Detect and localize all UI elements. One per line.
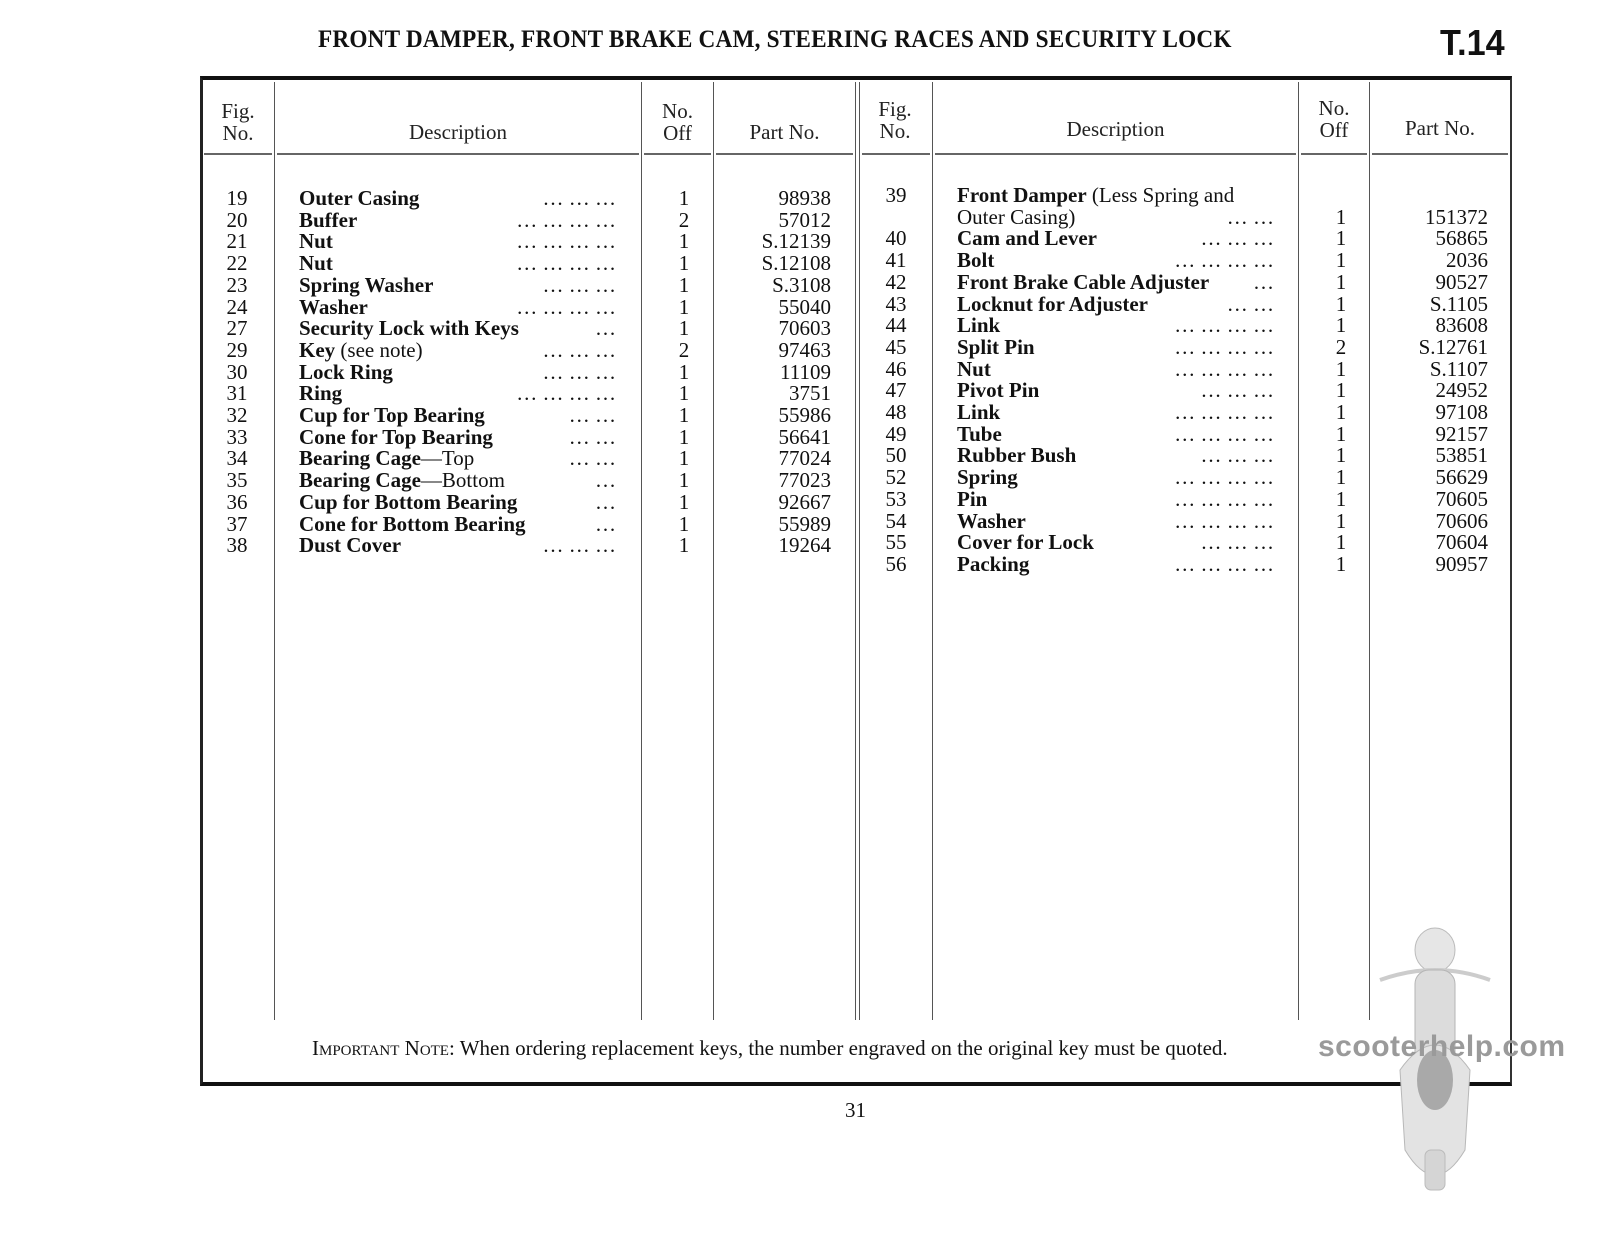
part-number: 70606 xyxy=(1435,508,1488,533)
header-rule xyxy=(716,153,853,155)
part-description xyxy=(299,209,357,231)
header-rule xyxy=(644,153,711,155)
fig-number: 55 xyxy=(885,530,907,555)
quantity: 1 xyxy=(678,316,690,341)
part-number: 56629 xyxy=(1435,465,1488,490)
quantity: 1 xyxy=(678,359,690,384)
header-text: No. xyxy=(222,121,254,145)
leader-dots: … … xyxy=(1226,291,1274,316)
part-description xyxy=(299,296,368,318)
quantity: 1 xyxy=(1335,248,1347,273)
part-name: Front Brake Cable Adjuster xyxy=(957,269,1210,294)
leader-dots: … … … … xyxy=(1174,421,1274,446)
header-text: Fig. xyxy=(878,97,912,121)
quantity: 1 xyxy=(1335,400,1347,424)
part-name: Ring xyxy=(299,381,343,406)
column-divider xyxy=(932,82,933,1020)
fig-number: 29 xyxy=(226,337,248,362)
part-number: S.12761 xyxy=(1418,334,1488,359)
part-name: Buffer xyxy=(299,207,358,232)
quantity: 1 xyxy=(678,272,690,297)
part-description xyxy=(299,230,333,252)
header-rule xyxy=(1372,153,1508,155)
part-description xyxy=(957,423,1002,445)
leader-dots: … … … xyxy=(542,186,616,210)
part-description xyxy=(299,404,485,426)
fig-number: 40 xyxy=(885,226,907,251)
part-name: Nut xyxy=(299,229,333,254)
part-name: Nut xyxy=(957,356,991,381)
header-rule xyxy=(862,153,930,155)
part-name: Cup for Bottom Bearing xyxy=(299,489,518,514)
fig-number: 35 xyxy=(226,468,248,493)
part-number: 55986 xyxy=(778,403,831,427)
quantity: 1 xyxy=(1335,465,1347,490)
quantity: 1 xyxy=(678,381,690,406)
part-name: Key xyxy=(299,337,336,362)
fig-number: 39 xyxy=(885,183,907,207)
part-number: 24952 xyxy=(1435,378,1488,403)
note-label: Important Note xyxy=(312,1036,449,1060)
part-description xyxy=(957,358,991,380)
leader-dots: … … … … xyxy=(1174,465,1274,490)
quantity: 1 xyxy=(678,533,690,558)
column-divider xyxy=(855,82,856,1020)
leader-dots: … … … … xyxy=(516,207,616,232)
part-number: 57012 xyxy=(778,207,831,232)
fig-number: 19 xyxy=(226,186,248,210)
important-note xyxy=(312,1036,1228,1061)
note-text: : When ordering replacement keys, the number engraved on the original key must be quoted. xyxy=(448,1036,1228,1060)
header-fig-no xyxy=(207,100,269,144)
part-qualifier: —Top xyxy=(420,446,475,471)
leader-dots: … xyxy=(595,468,616,493)
part-number: 56865 xyxy=(1435,226,1488,251)
quantity: 1 xyxy=(678,251,690,276)
leader-dots: … … … xyxy=(542,533,616,558)
part-number: 55989 xyxy=(778,511,831,536)
part-number: 56641 xyxy=(778,424,831,449)
fig-number: 48 xyxy=(885,400,907,424)
part-number: 3751 xyxy=(789,381,831,406)
header-text: No. xyxy=(879,119,911,143)
part-name: Bearing Cage xyxy=(299,468,421,493)
leader-dots: … xyxy=(595,489,616,514)
part-description xyxy=(299,534,401,556)
part-description xyxy=(299,491,517,513)
quantity: 1 xyxy=(678,489,690,514)
part-description xyxy=(299,469,505,491)
leader-dots: … … … … xyxy=(1174,508,1274,533)
header-no-off xyxy=(644,100,711,144)
header-rule xyxy=(277,153,639,155)
part-name: Security Lock with Keys xyxy=(299,316,519,341)
part-description xyxy=(299,274,433,296)
part-name: Bolt xyxy=(957,248,995,273)
quantity: 1 xyxy=(1335,204,1347,229)
leader-dots: … … … … xyxy=(1174,551,1274,576)
part-description xyxy=(299,426,493,448)
header-text: Off xyxy=(663,121,692,145)
part-description xyxy=(299,339,423,361)
leader-dots: … … … … xyxy=(1174,334,1274,359)
fig-number: 49 xyxy=(885,421,907,446)
part-number: 97108 xyxy=(1435,400,1488,424)
part-description xyxy=(299,382,342,404)
fig-number: 41 xyxy=(885,248,907,273)
part-name: Cover for Lock xyxy=(957,530,1094,555)
part-number: S.1107 xyxy=(1429,356,1488,381)
part-number: 92157 xyxy=(1435,421,1488,446)
fig-number: 56 xyxy=(885,551,907,576)
quantity: 1 xyxy=(678,229,690,254)
quantity: 1 xyxy=(1335,226,1347,251)
fig-number: 42 xyxy=(885,269,907,294)
fig-number: 44 xyxy=(885,313,907,338)
part-number: 90527 xyxy=(1435,269,1488,294)
part-qualifier: (Less Spring and xyxy=(1086,183,1235,207)
quantity: 1 xyxy=(1335,356,1347,381)
header-rule xyxy=(204,153,272,155)
column-divider xyxy=(274,82,275,1020)
fig-number: 24 xyxy=(226,294,248,319)
part-description xyxy=(299,317,519,339)
quantity: 1 xyxy=(1335,291,1347,316)
quantity: 1 xyxy=(678,511,690,536)
part-number: 151372 xyxy=(1425,204,1488,229)
part-name: Washer xyxy=(299,294,368,319)
part-number: S.12108 xyxy=(761,251,831,276)
part-description xyxy=(299,252,333,274)
part-name: Lock Ring xyxy=(299,359,393,384)
part-description xyxy=(299,361,393,383)
leader-dots: … … … xyxy=(1200,378,1274,403)
part-description xyxy=(957,379,1039,401)
part-name: Nut xyxy=(299,251,333,276)
part-description xyxy=(957,249,994,271)
part-number: 70604 xyxy=(1435,530,1488,555)
part-name: Packing xyxy=(957,551,1030,576)
part-number: 70605 xyxy=(1435,486,1488,511)
leader-dots: … … … … xyxy=(516,251,616,276)
part-number: S.1105 xyxy=(1429,291,1488,316)
fig-number: 54 xyxy=(885,508,907,533)
part-number: 98938 xyxy=(778,186,831,210)
column-divider xyxy=(641,82,642,1020)
part-name: Split Pin xyxy=(957,334,1035,359)
part-description xyxy=(957,271,1209,293)
header-text: No. xyxy=(662,99,693,123)
leader-dots: … … … … xyxy=(1174,313,1274,338)
quantity: 1 xyxy=(1335,443,1347,468)
part-number: 19264 xyxy=(778,533,831,558)
fig-number: 33 xyxy=(226,424,248,449)
quantity: 1 xyxy=(678,468,690,493)
part-name: Spring xyxy=(957,465,1018,490)
part-number: 53851 xyxy=(1435,443,1488,468)
header-text: Fig. xyxy=(221,99,255,123)
leader-dots: … … … … xyxy=(1174,400,1274,424)
part-description xyxy=(299,447,474,469)
header-rule xyxy=(1301,153,1367,155)
leader-dots: … … … … xyxy=(516,381,616,406)
quantity: 1 xyxy=(678,186,690,210)
part-name: Rubber Bush xyxy=(957,443,1077,468)
quantity: 1 xyxy=(1335,551,1347,576)
leader-dots: … … … xyxy=(1200,530,1274,555)
leader-dots: … xyxy=(595,316,616,341)
section-code: T.14 xyxy=(1440,22,1505,63)
header-description: Description xyxy=(1066,117,1165,141)
part-description xyxy=(957,314,1000,336)
part-description xyxy=(957,553,1029,575)
part-description xyxy=(957,206,1075,228)
fig-number: 27 xyxy=(226,316,248,341)
header-no-off xyxy=(1301,97,1367,141)
part-name: Cone for Bottom Bearing xyxy=(299,511,526,536)
parts-table-frame xyxy=(200,76,1512,1086)
leader-dots: … … … … xyxy=(1174,248,1274,273)
fig-number: 52 xyxy=(885,465,907,490)
part-number: 97463 xyxy=(778,337,831,362)
part-number: 77024 xyxy=(778,446,831,471)
part-description xyxy=(957,293,1148,315)
quantity: 1 xyxy=(1335,378,1347,403)
part-qualifier: Outer Casing) xyxy=(957,204,1076,229)
quantity: 1 xyxy=(1335,486,1347,511)
leader-dots: … … … xyxy=(542,272,616,297)
part-name: Pivot Pin xyxy=(957,378,1040,403)
fig-number: 30 xyxy=(226,359,248,384)
fig-number: 21 xyxy=(226,229,248,254)
quantity: 2 xyxy=(678,207,690,232)
quantity: 1 xyxy=(1335,508,1347,533)
part-description xyxy=(299,187,419,209)
quantity: 1 xyxy=(678,424,690,449)
part-description xyxy=(957,401,1000,423)
part-name: Washer xyxy=(957,508,1026,533)
header-text: No. xyxy=(1318,96,1350,120)
fig-number: 43 xyxy=(885,291,907,316)
leader-dots: … … xyxy=(568,424,616,449)
part-number: 55040 xyxy=(778,294,831,319)
leader-dots: … … … xyxy=(1200,443,1274,468)
watermark-text: scooterhelp.com xyxy=(1318,1030,1566,1063)
part-description xyxy=(957,488,987,510)
part-name: Link xyxy=(957,313,1001,338)
fig-number: 22 xyxy=(226,251,248,276)
part-name: Tube xyxy=(957,421,1002,446)
fig-number: 36 xyxy=(226,489,248,514)
page-title: FRONT DAMPER, FRONT BRAKE CAM, STEERING RACES AND SECURITY LOCK xyxy=(318,26,1232,53)
header-part-no: Part No. xyxy=(749,120,820,144)
part-number: 77023 xyxy=(778,468,831,493)
part-name: Cone for Top Bearing xyxy=(299,424,493,449)
fig-number: 45 xyxy=(885,334,907,359)
fig-number: 23 xyxy=(226,272,248,297)
part-number: 2036 xyxy=(1446,248,1488,273)
page-number: 31 xyxy=(845,1098,866,1122)
leader-dots: … … xyxy=(568,403,616,427)
part-number: S.12139 xyxy=(761,229,831,254)
part-name: Cup for Top Bearing xyxy=(299,403,485,427)
part-description xyxy=(957,531,1094,553)
quantity: 1 xyxy=(678,294,690,319)
part-description xyxy=(957,510,1026,532)
part-number: 90957 xyxy=(1435,551,1488,576)
column-divider xyxy=(859,82,860,1020)
quantity: 2 xyxy=(678,337,690,362)
fig-number: 20 xyxy=(226,207,248,232)
part-name: Cam and Lever xyxy=(957,226,1097,251)
column-divider xyxy=(1298,82,1299,1020)
quantity: 2 xyxy=(1335,334,1347,359)
part-name: Spring Washer xyxy=(299,272,434,297)
leader-dots: … … … xyxy=(542,359,616,384)
fig-number: 46 xyxy=(885,356,907,381)
quantity: 1 xyxy=(678,446,690,471)
quantity: 1 xyxy=(1335,421,1347,446)
header-text: Off xyxy=(1319,118,1349,142)
quantity: 1 xyxy=(1335,530,1347,555)
leader-dots: … … xyxy=(1226,204,1274,229)
fig-number: 47 xyxy=(885,378,907,403)
part-description xyxy=(299,513,526,535)
leader-dots: … … … xyxy=(542,337,616,362)
leader-dots: … … xyxy=(568,446,616,471)
part-qualifier: (see note) xyxy=(335,337,423,362)
leader-dots: … xyxy=(595,511,616,536)
part-name: Locknut for Adjuster xyxy=(957,291,1148,316)
leader-dots: … … … xyxy=(1200,226,1274,251)
fig-number: 38 xyxy=(226,533,248,558)
leader-dots: … … … … xyxy=(1174,486,1274,511)
fig-number: 32 xyxy=(226,403,248,427)
header-part-no: Part No. xyxy=(1405,116,1475,140)
leader-dots: … … … … xyxy=(516,294,616,319)
header-fig-no xyxy=(864,98,926,142)
scooter-watermark-icon xyxy=(1370,920,1500,1210)
quantity: 1 xyxy=(1335,269,1347,294)
part-name: Outer Casing xyxy=(299,186,420,210)
fig-number: 37 xyxy=(226,511,248,536)
part-name: Pin xyxy=(957,486,988,511)
leader-dots: … … … … xyxy=(1174,356,1274,381)
leader-dots: … … … … xyxy=(516,229,616,254)
part-description xyxy=(957,336,1035,358)
part-description xyxy=(957,444,1076,466)
header-rule xyxy=(935,153,1296,155)
part-number: S.3108 xyxy=(772,272,831,297)
quantity: 1 xyxy=(1335,313,1347,338)
part-name: Bearing Cage xyxy=(299,446,421,471)
part-name: Link xyxy=(957,400,1001,424)
part-description xyxy=(957,184,1234,206)
part-description xyxy=(957,466,1018,488)
leader-dots: … xyxy=(1253,269,1274,294)
part-number: 11109 xyxy=(780,359,831,384)
part-name: Dust Cover xyxy=(299,533,402,558)
part-number: 70603 xyxy=(778,316,831,341)
fig-number: 50 xyxy=(885,443,907,468)
fig-number: 53 xyxy=(885,486,907,511)
fig-number: 34 xyxy=(226,446,248,471)
part-description xyxy=(957,227,1097,249)
header-description: Description xyxy=(409,120,507,144)
part-number: 83608 xyxy=(1435,313,1488,338)
quantity: 1 xyxy=(678,403,690,427)
part-qualifier: —Bottom xyxy=(420,468,505,493)
part-number: 92667 xyxy=(778,489,831,514)
part-name: Front Damper xyxy=(957,183,1087,207)
fig-number: 31 xyxy=(226,381,248,406)
